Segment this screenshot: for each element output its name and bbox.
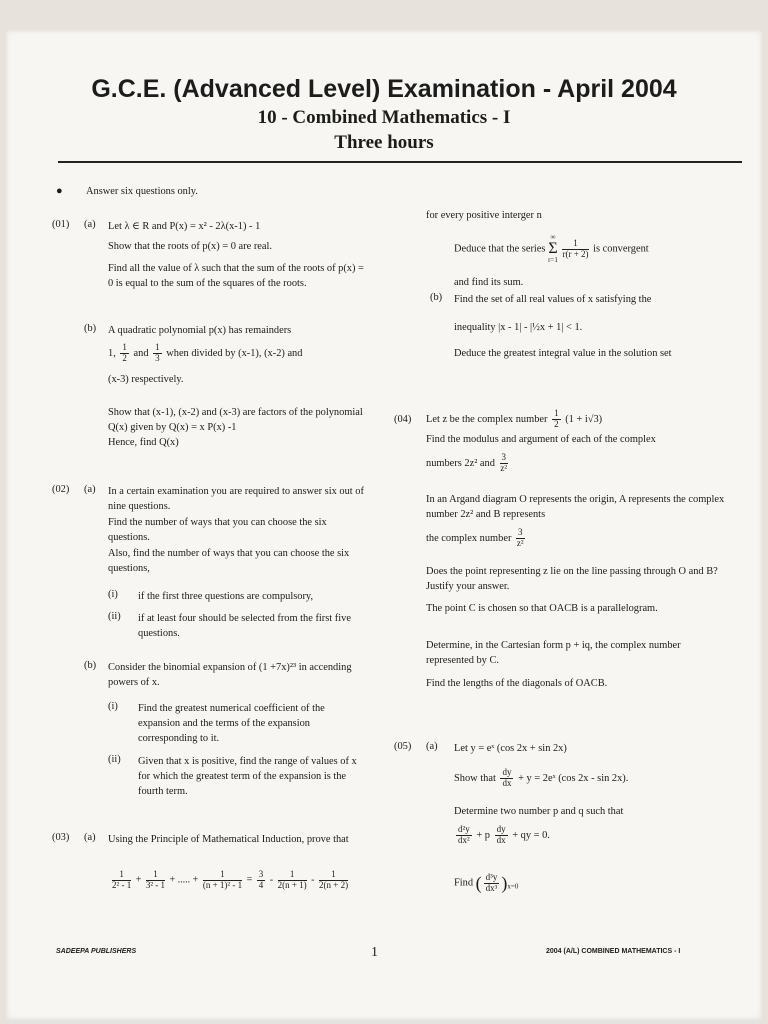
q02-bii-label: (ii) [108,754,121,765]
q02-i-text: if the first three questions are compulsory, [138,591,314,602]
q03-number: (03) [52,832,70,843]
q02-b-label: (b) [84,660,97,671]
q04-text1: Let z be the complex number $\frac{1}{2}$ (1 + i√3) [426,408,603,429]
q02-i-label: (i) [108,589,118,600]
publisher: SADEEPA PUBLISHERS [56,948,137,955]
q03-cont-text1: for every positive interger n [426,210,542,221]
bullet-icon: ● [56,185,63,197]
q04-text4: In an Argand diagram O represents the origin, A represents the complex number 2z² and B represents [426,494,725,521]
q02-a-text3: Also, find the number of ways that you can choose the six questions, [108,548,350,575]
q01-b-text5: Hence, find Q(x) [108,437,179,448]
subject-title: 10 - Combined Mathematics - I [257,107,511,128]
q04-text2: Find the modulus and argument of each of the complex [426,434,656,445]
q03-a-text1: Using the Principle of Mathematical Induction, prove that [108,834,349,845]
q03-deduce: Deduce that the series ∞ Σ r=1 $\frac{1}{r(r + 2)}$ is convergent [454,233,649,264]
q01-a-text1: Let λ ∈ R and P(x) = x² - 2λ(x-1) - 1 [108,221,261,232]
fraction-half: $\frac{1}{2}$ [122,342,127,363]
q01-b-text3: (x-3) respectively. [108,374,184,385]
exam-title: G.C.E. (Advanced Level) Examination - April 2004 [91,75,677,103]
q03-cont-text2: and find its sum. [454,277,524,288]
q05-text2: Show that $\frac{dy}{dx}$ + y = 2eˣ (cos 2x - sin 2x). [454,767,629,788]
q02-b-text1: Consider the binomial expansion of (1 +7x)²³ in accending powers of x. [108,662,352,689]
q04-text9: Find the lengths of the diagonals of OACB. [426,678,608,689]
q05-text1: Let y = eˣ (cos 2x + sin 2x) [454,743,567,754]
q02-bii-text: Given that x is positive, find the range of values of x for which the greatest term of the expansion is the fourth term. [138,756,357,798]
induction-equation: $\frac{1}{\text{2² - 1}}$ + $\frac{1}{\text{3² - 1}}$ + ..... + $\frac{1}{\text{(n + 1)² - 1}}$ = $\frac{3}{4}$ - $\frac{1}{2(n + 1)}$ - $\frac{1}{2(n + 2)}$ [112,869,349,890]
q01-number: (01) [52,219,70,230]
q02-bi-text: Find the greatest numerical coefficient of the expansion and the terms of the expansion corresponding to it. [138,703,325,745]
q02-number: (02) [52,484,70,495]
q02-a-text1: In a certain examination you are required to answer six out of nine questions. [108,486,364,513]
fraction-third: $\frac{1}{3}$ [155,342,160,363]
q03-b-text3: Deduce the greatest integral value in the solution set [454,348,672,359]
duration: Three hours [334,132,434,153]
q01-b-label: (b) [84,323,97,334]
q01-a-text3: Find all the value of λ such that the sum of the roots of p(x) = 0 is equal to the sum of the squares of the roots. [108,263,364,290]
q04-number: (04) [394,414,412,425]
q01-a-label: (a) [84,219,96,230]
q04-text8: Determine, in the Cartesian form p + iq, the complex number represented by C. [426,640,681,667]
q02-ii-text: if at least four should be selected from the first five questions. [138,613,351,640]
q01-b-text2: 1, $\frac{1}{2}$ and $\frac{1}{3}$ when divided by (x-1), (x-2) and [108,342,303,363]
q03-b-text1: Find the set of all real values of x satisfying the [454,294,652,305]
q02-a-label: (a) [84,484,96,495]
q05-text3: Determine two number p and q such that [454,806,624,817]
header-rule [58,161,742,163]
q03-b-label: (b) [430,292,443,303]
q05-text4: $\frac{\text{d²y}}{\text{dx²}}$ + p $\frac{dy}{dx}$ + qy = 0. [458,824,550,845]
q04-text6: Does the point representing z lie on the line passing through O and B? Justify your answer. [426,566,718,593]
exam-page [6,30,762,1020]
q02-bi-label: (i) [108,701,118,712]
q05-number: (05) [394,741,412,752]
q02-a-text2: Find the number of ways that you can choose the six questions. [108,517,327,544]
q01-b-text1: A quadratic polynomial p(x) has remainders [108,325,292,336]
q01-a-text2: Show that the roots of p(x) = 0 are real. [108,241,272,252]
q03-a-label: (a) [84,832,96,843]
summation-symbol: ∞ Σ r=1 [548,233,558,264]
instruction: Answer six questions only. [86,186,198,197]
q04-text3: numbers 2z² and $\frac{3}{\text{z²}}$ [426,452,508,473]
q05-text5: Find ( $\frac{\text{d³y}}{\text{dx³}}$ )$_{x=0}$ [454,871,519,893]
page-number: 1 [371,945,378,960]
q04-text7: The point C is chosen so that OACB is a parallelogram. [426,603,658,614]
footer-right: 2004 (A/L) COMBINED MATHEMATICS - I [546,948,681,955]
q03-b-text2: inequality |x - 1| - |½x + 1| < 1. [454,322,583,333]
q05-a-label: (a) [426,741,438,752]
q01-b-text4: Show that (x-1), (x-2) and (x-3) are factors of the polynomial Q(x) given by Q(x) = x P(x) -1 [108,407,363,434]
q04-text5: the complex number $\frac{3}{\text{z²}}$ [426,527,524,548]
q02-ii-label: (ii) [108,611,121,622]
